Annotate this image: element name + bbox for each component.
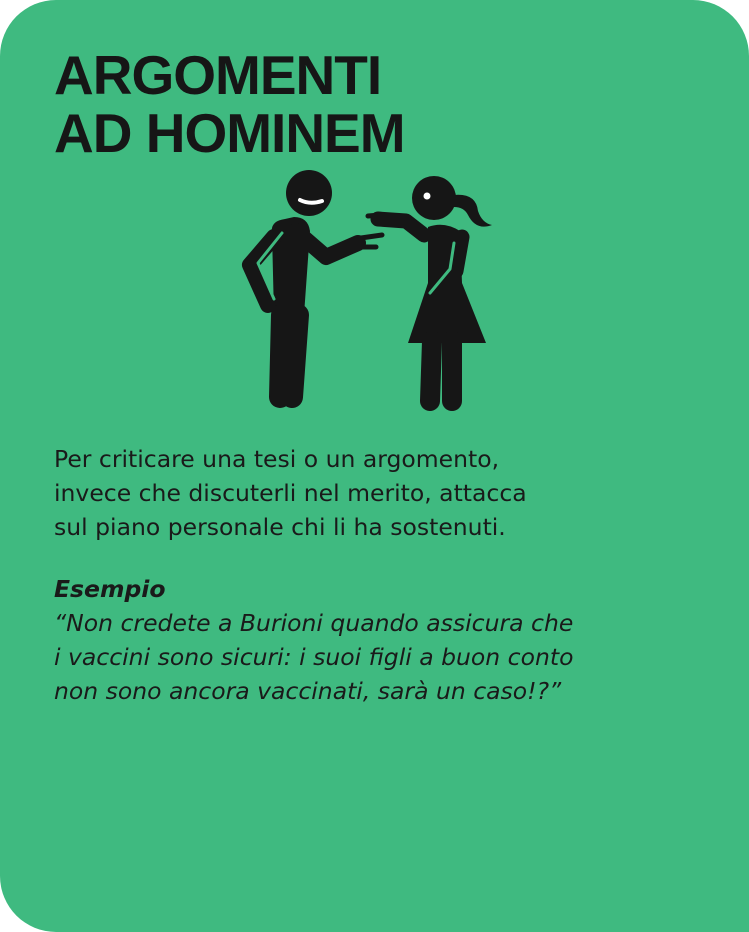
two-people-arguing-icon (230, 165, 520, 420)
description-line: Per criticare una tesi o un argomento, (54, 445, 500, 473)
man-figure (250, 170, 382, 397)
card-title-line-2: AD HOMINEM (54, 102, 405, 164)
example-line: i vaccini sono sicuri: i suoi figli a buon conto (54, 643, 574, 671)
man-head (286, 170, 332, 216)
example-quote (54, 606, 714, 708)
fallacy-description (54, 442, 694, 544)
card-title (54, 46, 405, 162)
example-line: non sono ancora vaccinati, sarà un caso!?” (54, 677, 562, 705)
example-line: “Non credete a Burioni quando assicura che (54, 609, 574, 637)
card-title-line-1: ARGOMENTI (54, 44, 382, 106)
description-line: sul piano personale chi li ha sostenuti. (54, 513, 506, 541)
example-label: Esempio (54, 575, 166, 603)
description-line: invece che discuterli nel merito, attacca (54, 479, 527, 507)
woman-head (412, 176, 456, 220)
woman-figure (368, 176, 492, 401)
